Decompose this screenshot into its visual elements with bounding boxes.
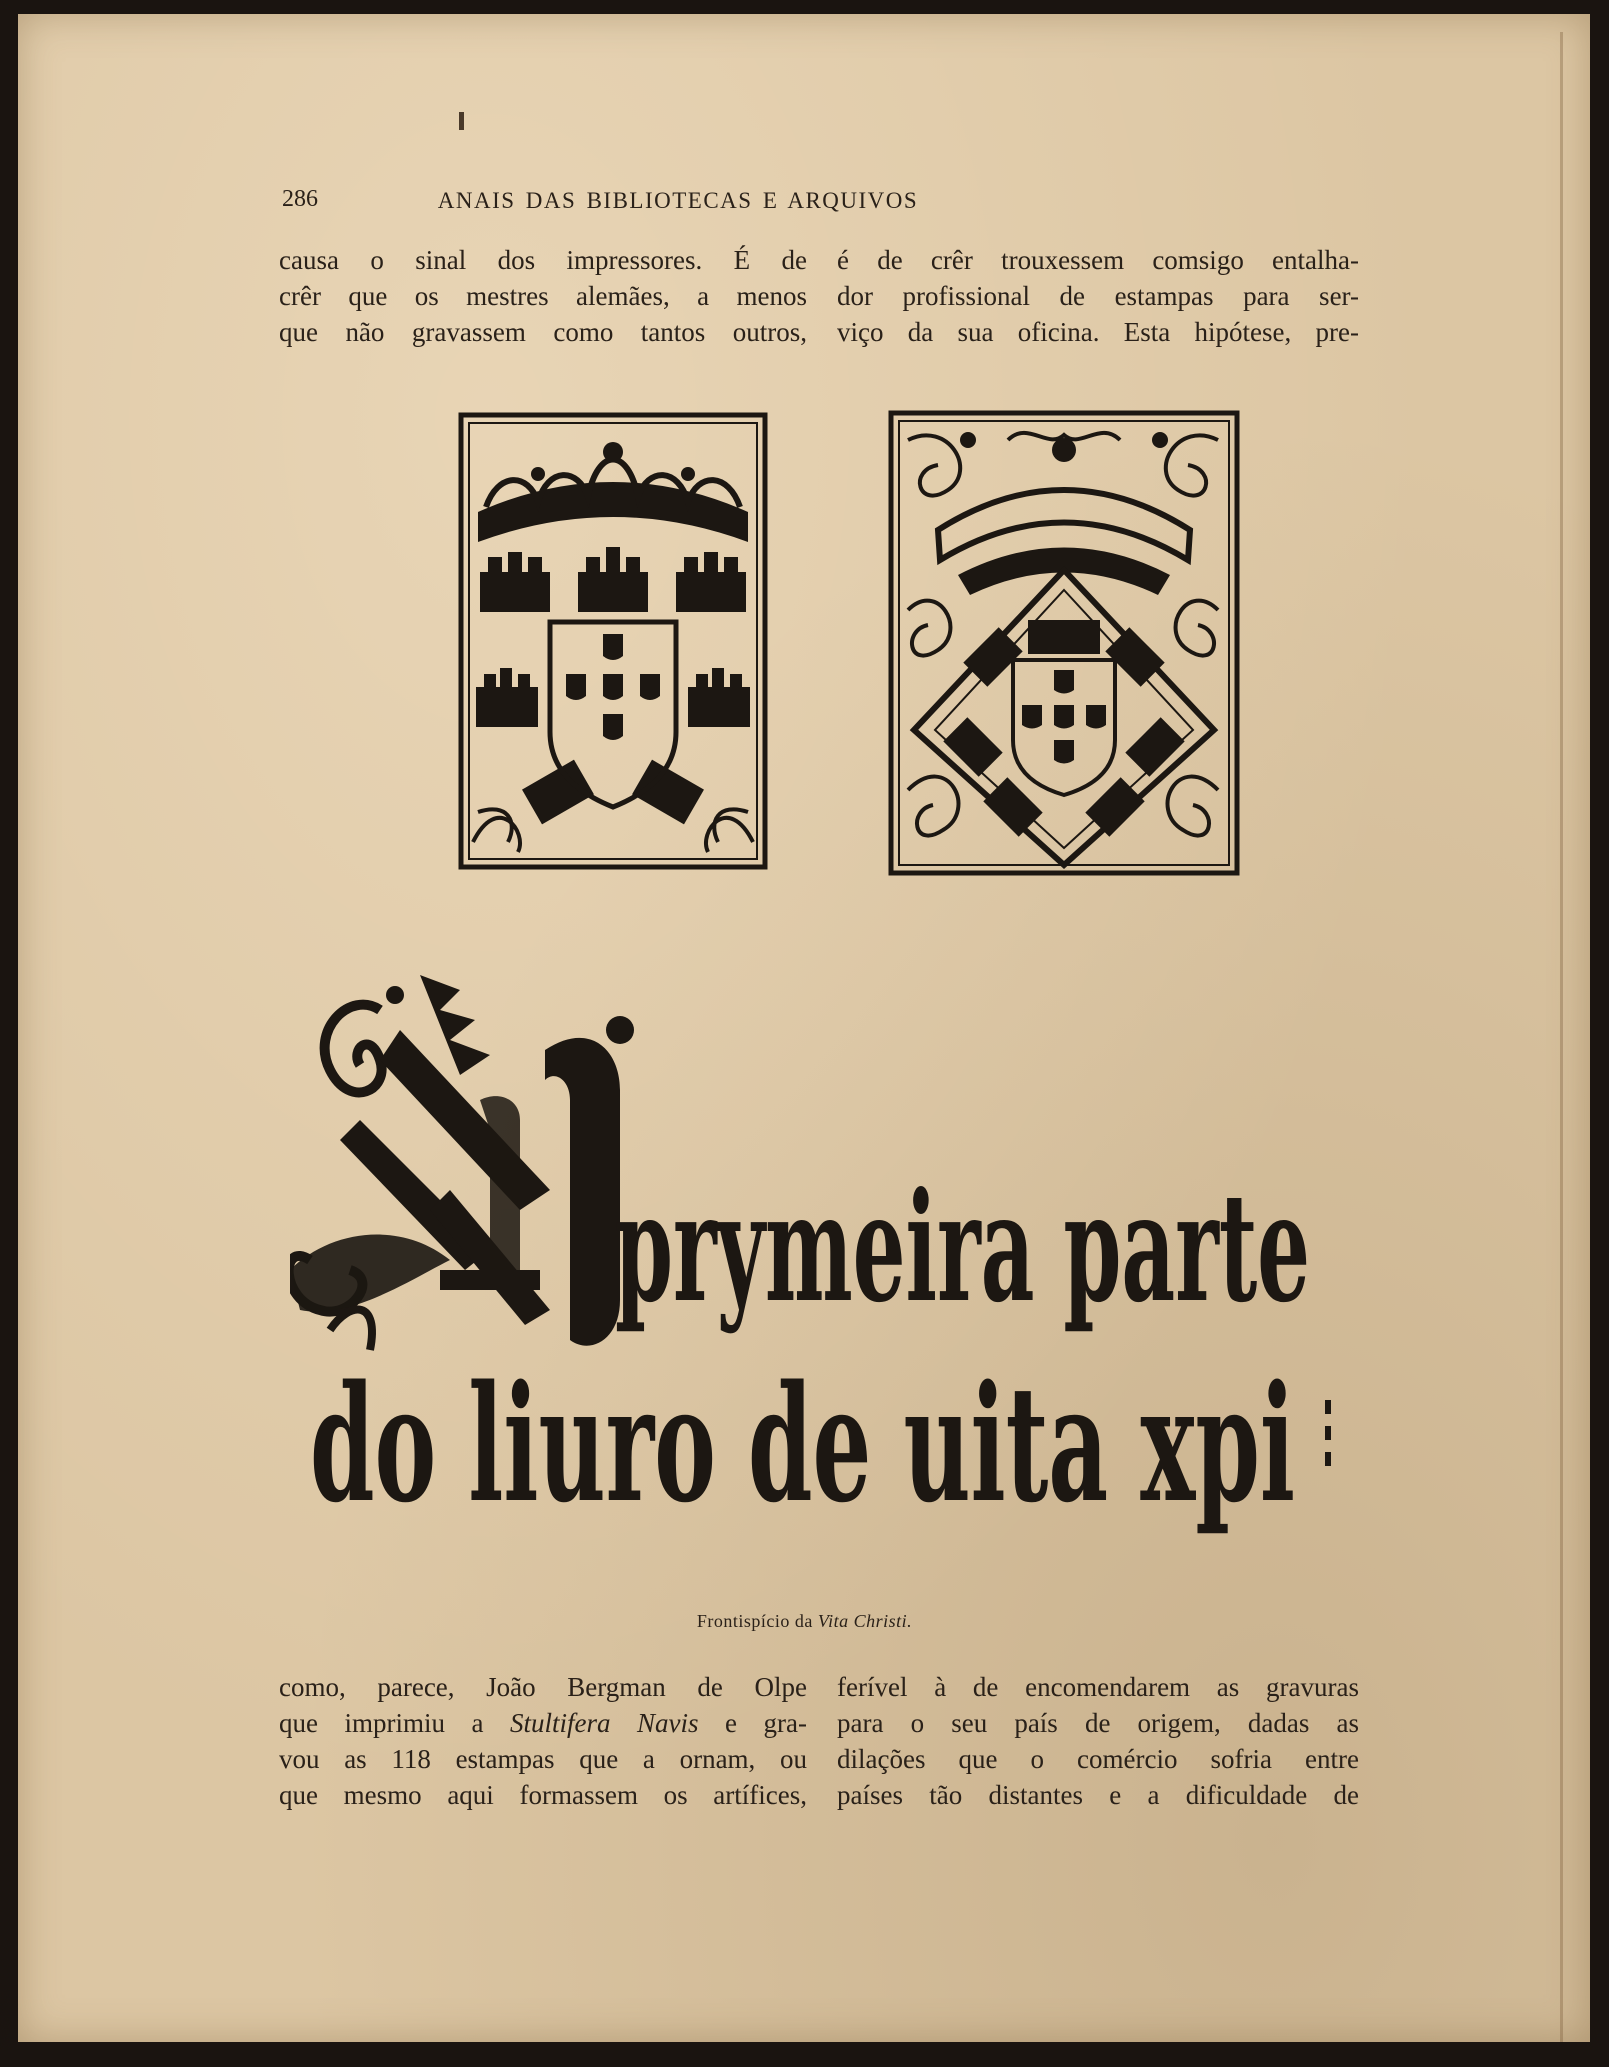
vita-christi-frontispiece (290, 970, 1350, 1610)
running-title: ANAIS DAS BIBLIOTECAS E ARQUIVOS (437, 188, 919, 213)
page-fold (1560, 32, 1563, 2042)
caption-title: Vita Christi. (817, 1611, 913, 1631)
decorated-initial-a (290, 975, 634, 1350)
text-line: é de crêr trouxessem comsigo entalha- (837, 245, 1359, 275)
bottom-right-column (837, 1669, 1359, 1813)
text-line: crêr que os mestres alemães, a menos (279, 281, 807, 311)
caption-prefix: Frontispício da (696, 1611, 813, 1631)
coat-of-arms-woodcut-right (888, 410, 1240, 876)
ink-speck (459, 112, 464, 130)
text-line: vou as 118 estampas que a ornam, ou (279, 1744, 807, 1774)
text-line: dor profissional de estampas para ser- (837, 281, 1359, 311)
text-line: para o seu país de origem, dadas as (837, 1708, 1359, 1738)
text-line: que mesmo aqui formassem os artífices, (279, 1780, 807, 1810)
text-line: viço da sua oficina. Esta hipótese, pre- (837, 317, 1359, 347)
frontispiece-line-2: do liuro de uita xpi (310, 1350, 1295, 1538)
text-line: como, parece, João Bergman de Olpe (279, 1672, 807, 1702)
text-line: que não gravassem como tantos outros, (279, 317, 807, 347)
text-line: ferível à de encomendarem as gravuras (837, 1672, 1359, 1702)
book-title-italic: Stultifera Navis (510, 1708, 699, 1738)
coat-of-arms-woodcut-left (458, 412, 768, 870)
text-line: causa o sinal dos impressores. É de (279, 245, 807, 275)
line-end-ornament (1325, 1400, 1331, 1466)
top-right-column (837, 242, 1359, 350)
bottom-left-column (279, 1669, 807, 1813)
text-line: que imprimiu a Stultifera Navis e gra- (279, 1708, 808, 1738)
text-line: países tão distantes e a dificuldade de (837, 1780, 1359, 1810)
top-left-column (279, 242, 807, 350)
page-header (282, 186, 1074, 218)
text-line: dilações que o comércio sofria entre (837, 1744, 1359, 1774)
frontispiece-line-1: prymeira parte (615, 1160, 1310, 1336)
page-number: 286 (282, 186, 318, 212)
frontispiece-caption (0, 1611, 1609, 1632)
